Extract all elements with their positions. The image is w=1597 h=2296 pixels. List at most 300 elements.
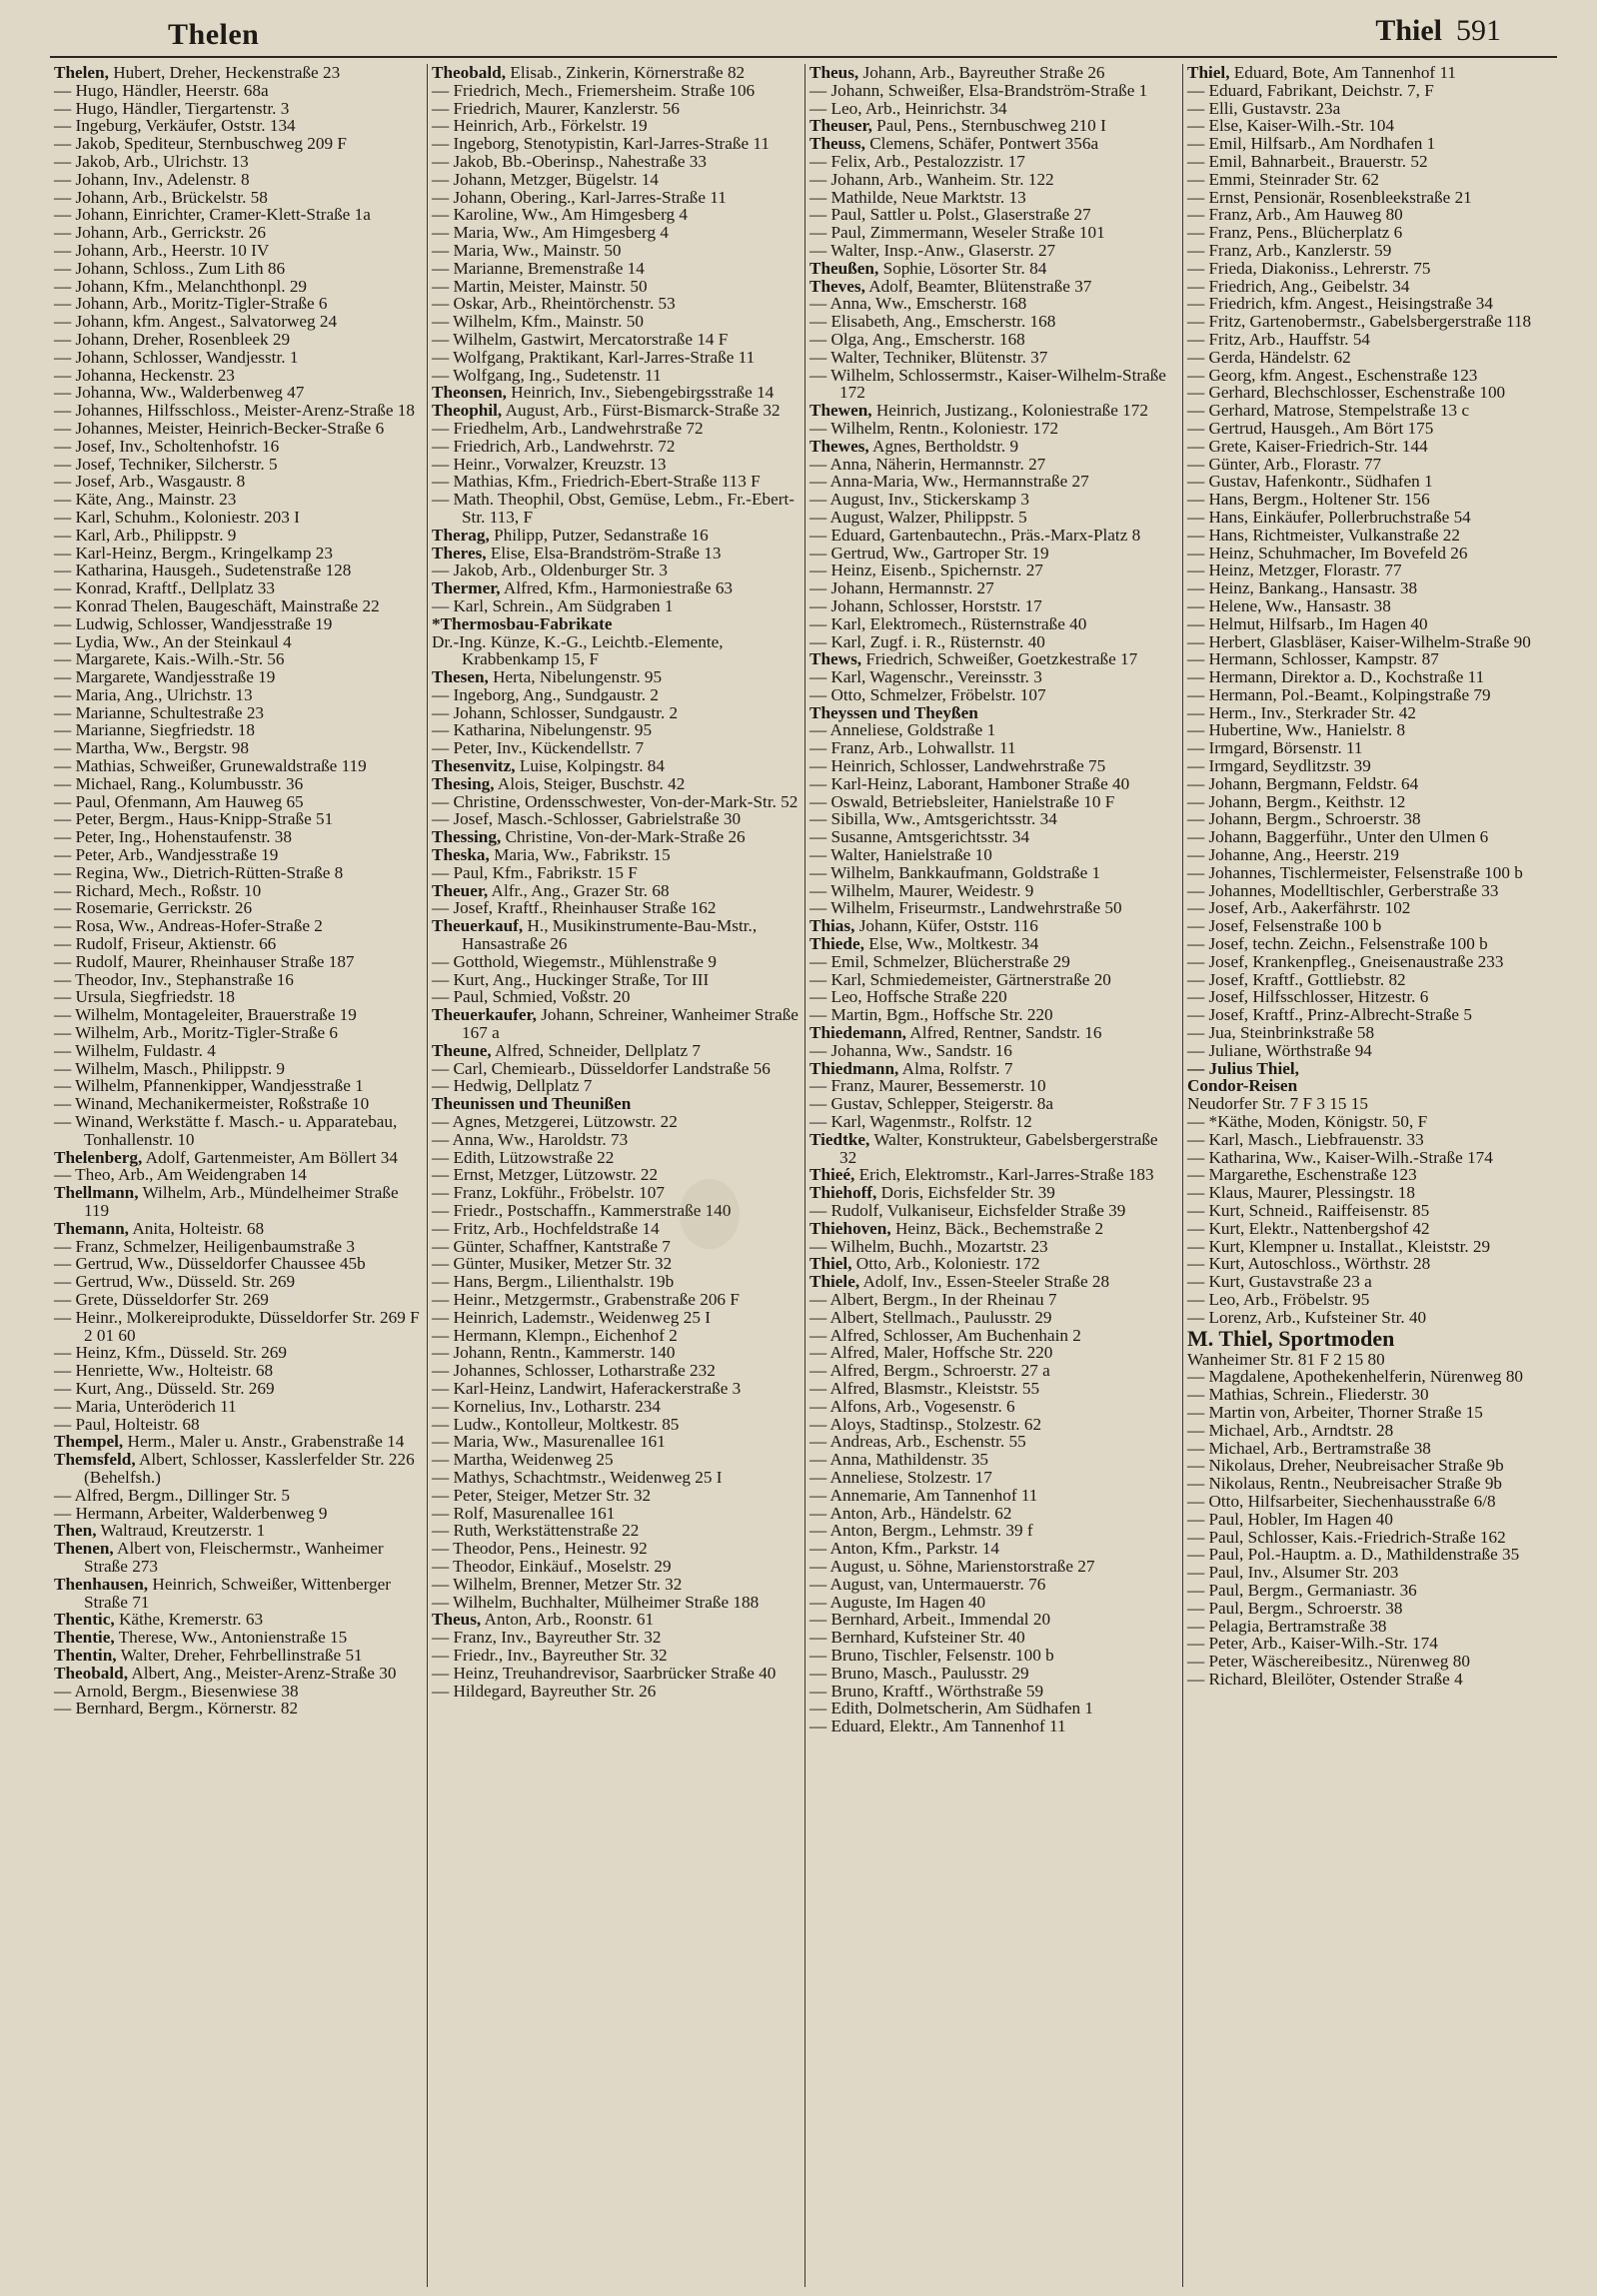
entry-details: — Anna, Ww., Emscherstr. 168 <box>809 294 1027 314</box>
entry-details: — Theodor, Pens., Heinestr. 92 <box>432 1539 648 1559</box>
entry-details: Johann, Arb., Bayreuther Straße 26 <box>858 64 1105 82</box>
directory-entry <box>809 1522 1176 1540</box>
directory-entry <box>54 615 421 633</box>
entry-details: — Günter, Schaffner, Kantstraße 7 <box>432 1236 671 1256</box>
entry-details: — Josef, Masch.-Schlosser, Gabrielstraße 30 <box>432 809 742 829</box>
directory-entry <box>1187 775 1555 793</box>
entry-details: — Wilhelm, Pfannenkipper, Wandjesstraße 1 <box>54 1076 364 1096</box>
entry-details: — Wilhelm, Buchh., Mozartstr. 23 <box>809 1236 1048 1256</box>
directory-entry <box>54 1487 421 1505</box>
directory-entry <box>809 988 1176 1006</box>
directory-entry <box>432 739 798 757</box>
directory-entry <box>432 1060 798 1078</box>
directory-entry <box>432 402 798 420</box>
entry-details: — Walter, Techniker, Blütenstr. 37 <box>809 347 1048 367</box>
entry-surname: Theunissen und Theunißen <box>432 1094 632 1114</box>
entry-surname: Thieé, <box>809 1165 855 1185</box>
directory-entry <box>809 100 1176 118</box>
directory-entry <box>1187 739 1555 757</box>
directory-entry <box>432 1505 798 1523</box>
entry-details: — Bruno, Tischler, Felsenstr. 100 b <box>809 1645 1054 1665</box>
directory-entry <box>809 1024 1176 1042</box>
entry-details: Wanheimer Str. 81 F 2 15 80 <box>1187 1349 1385 1369</box>
entry-details: Sophie, Lösorter Str. 84 <box>878 258 1047 278</box>
directory-entry <box>432 242 798 260</box>
entry-details: — Emil, Hilfsarb., Am Nordhafen 1 <box>1187 134 1436 154</box>
entry-details: Erich, Elektromstr., Karl-Jarres-Straße 183 <box>854 1165 1154 1185</box>
directory-entry <box>809 438 1176 456</box>
directory-entry <box>1187 562 1555 579</box>
entry-surname: Theska, <box>432 845 490 865</box>
entry-details: Alma, Rolfstr. 7 <box>898 1058 1013 1078</box>
directory-entry <box>1187 456 1555 474</box>
entry-details: — Johann, kfm. Angest., Salvatorweg 24 <box>54 312 338 332</box>
directory-entry <box>54 953 421 971</box>
entry-details: — Hans, Einkäufer, Pollerbruchstraße 54 <box>1187 507 1471 527</box>
entry-details: — Johann, Schlosser, Sundgaustr. 2 <box>432 702 679 722</box>
entry-details: — Johann, Hermannstr. 27 <box>809 578 994 598</box>
directory-entry <box>54 1522 421 1540</box>
entry-details: — Marianne, Bremenstraße 14 <box>432 258 645 278</box>
entry-details: — Karl, Wagenschr., Vereinsstr. 3 <box>809 667 1042 687</box>
entry-details: — Frieda, Diakoniss., Lehrerstr. 75 <box>1187 258 1431 278</box>
entry-details: — Johann, Baggerführ., Unter den Ulmen 6 <box>1187 827 1489 847</box>
entry-details: — Paul, Kfm., Fabrikstr. 15 F <box>432 862 638 882</box>
entry-details: — Hermann, Arbeiter, Walderbenweg 9 <box>54 1503 328 1523</box>
entry-details: — Oswald, Betriebsleiter, Hanielstraße 10 F <box>809 791 1115 811</box>
entry-surname: Theußen, <box>809 258 879 278</box>
directory-entry <box>809 615 1176 633</box>
entry-details: — Johanna, Heckenstr. 23 <box>54 365 235 385</box>
directory-entry <box>432 153 798 171</box>
entry-details: — Agnes, Metzgerei, Lützowstr. 22 <box>432 1112 678 1132</box>
entry-details: — Wilhelm, Montageleiter, Brauerstraße 19 <box>54 1005 357 1025</box>
entry-details: — Klaus, Maurer, Plessingstr. 18 <box>1187 1183 1415 1203</box>
directory-entry <box>809 1540 1176 1558</box>
directory-entry <box>1187 313 1555 331</box>
directory-entry <box>54 456 421 474</box>
directory-entry <box>809 491 1176 509</box>
entry-surname: Theobald, <box>432 64 507 82</box>
entry-details: — Mathys, Schachtmstr., Weidenweg 25 I <box>432 1467 723 1487</box>
entry-details: — Herbert, Glasbläser, Kaiser-Wilhelm-Straße 90 <box>1187 631 1531 651</box>
directory-entry <box>809 1487 1176 1505</box>
entry-details: — Fritz, Arb., Hauffstr. 54 <box>1187 329 1371 349</box>
directory-entry <box>54 757 421 775</box>
entry-details: — Katharina, Ww., Kaiser-Wilh.-Straße 174 <box>1187 1147 1493 1167</box>
directory-entry <box>432 597 798 615</box>
entry-details: — Heinr., Vorwalzer, Kreuzstr. 13 <box>432 454 667 474</box>
entry-surname: Thentic, <box>54 1610 115 1630</box>
directory-entry <box>1187 367 1555 385</box>
directory-columns <box>50 64 1561 2287</box>
entry-details: — Heinr., Metzgermstr., Grabenstraße 206 F <box>432 1289 740 1309</box>
entry-surname: Thiedmann, <box>809 1058 899 1078</box>
directory-entry <box>1187 153 1555 171</box>
entry-details: — Eduard, Elektr., Am Tannenhof 11 <box>809 1717 1066 1736</box>
entry-details: — Martin, Bgm., Hoffsche Str. 220 <box>809 1005 1053 1025</box>
entry-details: — Juliane, Wörthstraße 94 <box>1187 1040 1372 1060</box>
entry-details: Albert, Ang., Meister-Arenz-Straße 30 <box>128 1663 397 1683</box>
entry-details: — Karl-Heinz, Laborant, Hamboner Straße 40 <box>809 773 1130 793</box>
directory-entry <box>54 1433 421 1451</box>
entry-details: — Wolfgang, Ing., Sudetenstr. 11 <box>432 365 662 385</box>
entry-details: — Marianne, Schultestraße 23 <box>54 702 265 722</box>
entry-details: — Johann, Schlosser, Horststr. 17 <box>809 595 1042 615</box>
directory-entry <box>54 633 421 651</box>
directory-entry <box>54 260 421 278</box>
entry-details: — Hugo, Händler, Heerstr. 68a <box>54 80 269 100</box>
directory-entry <box>54 1291 421 1309</box>
directory-entry <box>54 171 421 189</box>
directory-entry <box>54 1380 421 1398</box>
directory-entry <box>432 721 798 739</box>
entry-details: — Friedrich, kfm. Angest., Heisingstraße 34 <box>1187 294 1493 314</box>
directory-entry <box>1187 846 1555 864</box>
directory-entry <box>1187 810 1555 828</box>
directory-entry <box>54 1077 421 1095</box>
entry-details: Hubert, Dreher, Heckenstraße 23 <box>108 64 341 82</box>
directory-entry <box>809 810 1176 828</box>
directory-entry <box>54 1113 421 1149</box>
directory-entry <box>1187 633 1555 651</box>
directory-entry <box>809 1220 1176 1238</box>
directory-entry <box>809 917 1176 935</box>
directory-entry <box>809 1077 1176 1095</box>
entry-surname: Thelen, <box>54 64 109 82</box>
directory-entry <box>54 597 421 615</box>
entry-details: — Friedrich, Mech., Friemersheim. Straße 106 <box>432 80 756 100</box>
entry-details: — Johann, Arb., Wanheim. Str. 122 <box>809 169 1054 189</box>
header-rule <box>50 56 1557 58</box>
entry-details: — Kurt, Elektr., Nattenbergshof 42 <box>1187 1218 1430 1238</box>
entry-surname: Thiel, <box>1187 64 1230 82</box>
entry-details: — Auguste, Im Hagen 40 <box>809 1592 986 1612</box>
entry-surname: Themsfeld, <box>54 1450 136 1470</box>
entry-details: — Irmgard, Börsenstr. 11 <box>1187 738 1363 758</box>
entry-details: — Kurt, Ang., Huckinger Straße, Tor III <box>432 969 710 989</box>
entry-surname: Tiedtke, <box>809 1129 870 1149</box>
directory-entry <box>54 1416 421 1434</box>
directory-entry <box>432 757 798 775</box>
entry-details: — Rolf, Masurenallee 161 <box>432 1503 616 1523</box>
entry-surname: Thentin, <box>54 1645 117 1665</box>
directory-entry <box>1187 757 1555 775</box>
entry-details: — Jua, Steinbrinkstraße 58 <box>1187 1023 1375 1043</box>
directory-entry <box>432 1522 798 1540</box>
directory-entry <box>54 100 421 118</box>
entry-surname: Thempel, <box>54 1432 124 1452</box>
entry-details: — Maria, Ww., Am Himgesberg 4 <box>432 223 669 243</box>
directory-entry <box>432 775 798 793</box>
entry-details: Maria, Ww., Fabrikstr. 15 <box>489 845 671 865</box>
directory-entry <box>809 242 1176 260</box>
entry-details: — Johann, Einrichter, Cramer-Klett-Straße 1a <box>54 205 371 225</box>
directory-entry <box>809 1131 1176 1167</box>
directory-entry <box>432 420 798 438</box>
directory-entry <box>809 189 1176 207</box>
directory-entry <box>54 242 421 260</box>
entry-surname: Theuerkaufer, <box>432 1005 537 1025</box>
entry-details: — Martin von, Arbeiter, Thorner Straße 15 <box>1187 1402 1483 1422</box>
column-1 <box>50 64 428 2287</box>
entry-details: — Wilhelm, Maurer, Weidestr. 9 <box>809 880 1034 900</box>
entry-details: — Carl, Chemiearb., Düsseldorfer Landstraße 56 <box>432 1058 771 1078</box>
directory-entry <box>54 721 421 739</box>
directory-entry <box>1187 117 1555 135</box>
entry-details: — Henriette, Ww., Holteistr. 68 <box>54 1361 274 1381</box>
entry-details: — Arnold, Bergm., Biesenwiese 38 <box>54 1681 299 1701</box>
directory-entry <box>54 1006 421 1024</box>
entry-details: — Paul, Bergm., Schroerstr. 38 <box>1187 1598 1403 1618</box>
entry-details: — Heinrich, Schlosser, Landwehrstraße 75 <box>809 756 1106 776</box>
entry-details: Otto, Arb., Koloniestr. 172 <box>851 1254 1040 1274</box>
directory-entry <box>432 793 798 811</box>
entry-details: Waltraud, Kreutzerstr. 1 <box>96 1521 266 1541</box>
column-3 <box>805 64 1183 2287</box>
directory-entry <box>1187 491 1555 509</box>
entry-details: — Hedwig, Dellplatz 7 <box>432 1076 593 1096</box>
directory-entry <box>432 545 798 563</box>
entry-details: — Margarete, Wandjesstraße 19 <box>54 667 276 687</box>
entry-details: — Leo, Arb., Fröbelstr. 95 <box>1187 1289 1370 1309</box>
entry-details: — Ludw., Kontolleur, Moltkestr. 85 <box>432 1414 680 1434</box>
entry-details: Christine, Von-der-Mark-Straße 26 <box>501 827 746 847</box>
entry-details: — Martin, Meister, Mainstr. 50 <box>432 276 648 296</box>
directory-entry <box>54 846 421 864</box>
entry-details: — Gertrud, Ww., Düsseld. Str. 269 <box>54 1272 296 1292</box>
entry-details: — Paul, Inv., Alsumer Str. 203 <box>1187 1563 1399 1583</box>
directory-entry <box>809 1433 1176 1451</box>
entry-details: — Wilhelm, Kfm., Mainstr. 50 <box>432 312 644 332</box>
directory-entry <box>1187 668 1555 686</box>
entry-details: Albert von, Fleischermstr., Wanheimer Straße 273 <box>84 1539 384 1576</box>
directory-entry <box>1187 206 1555 224</box>
directory-entry <box>54 579 421 597</box>
entry-details: — Hermann, Direktor a. D., Kochstraße 11 <box>1187 667 1485 687</box>
entry-details: — Lydia, Ww., An der Steinkaul 4 <box>54 631 292 651</box>
entry-details: — Johanne, Ang., Heerstr. 219 <box>1187 845 1399 865</box>
entry-details: — Wilhelm, Bankkaufmann, Goldstraße 1 <box>809 862 1101 882</box>
entry-details: — Johann, Kfm., Melanchthonpl. 29 <box>54 276 308 296</box>
entry-details: — Franz, Lokführ., Fröbelstr. 107 <box>432 1183 665 1203</box>
directory-entry <box>54 1451 421 1487</box>
entry-details: — Jakob, Arb., Oldenburger Str. 3 <box>432 561 668 580</box>
entry-details: — Regina, Ww., Dietrich-Rütten-Straße 8 <box>54 862 344 882</box>
directory-entry <box>1187 64 1555 82</box>
entry-details: Wilhelm, Arb., Mündelheimer Straße 119 <box>84 1183 399 1220</box>
directory-entry <box>432 1594 798 1612</box>
directory-entry <box>432 295 798 313</box>
directory-entry <box>809 864 1176 882</box>
directory-entry <box>432 1131 798 1149</box>
directory-entry <box>54 882 421 900</box>
directory-entry <box>432 1273 798 1291</box>
directory-entry <box>54 527 421 545</box>
directory-entry <box>54 1683 421 1701</box>
directory-entry <box>809 633 1176 651</box>
directory-entry <box>809 1505 1176 1523</box>
entry-details: — Johann, Dreher, Rosenbleek 29 <box>54 329 291 349</box>
entry-details: — Josef, Krankenpfleg., Gneisenaustraße 233 <box>1187 951 1504 971</box>
directory-entry <box>54 438 421 456</box>
directory-entry <box>809 331 1176 349</box>
entry-details: Walter, Dreher, Fehrbellinstraße 51 <box>116 1645 363 1665</box>
directory-entry <box>809 1184 1176 1202</box>
directory-entry <box>432 117 798 135</box>
directory-entry <box>1187 509 1555 527</box>
entry-details: — Olga, Ang., Emscherstr. 168 <box>809 329 1025 349</box>
directory-entry <box>54 384 421 402</box>
entry-details: — Irmgard, Seydlitzstr. 39 <box>1187 756 1371 776</box>
entry-details: — Josef, Hilfsschlosser, Hitzestr. 6 <box>1187 987 1429 1007</box>
entry-details: — Mathias, Kfm., Friedrich-Ebert-Straße 113 F <box>432 472 761 492</box>
entry-details: — Wilhelm, Arb., Moritz-Tigler-Straße 6 <box>54 1023 338 1043</box>
entry-surname: Theus, <box>809 64 859 82</box>
directory-entry <box>1187 899 1555 917</box>
directory-entry <box>809 1309 1176 1327</box>
entry-details: — Paul, Pol.-Hauptm. a. D., Mathildenstraße 35 <box>1187 1545 1520 1565</box>
directory-entry <box>54 331 421 349</box>
entry-details: — Richard, Mech., Roßstr. 10 <box>54 880 262 900</box>
entry-details: — Johanna, Ww., Sandstr. 16 <box>809 1040 1012 1060</box>
entry-surname: Thiele, <box>809 1272 860 1292</box>
entry-details: — Johann, Schloss., Zum Lith 86 <box>54 258 286 278</box>
directory-entry <box>54 206 421 224</box>
directory-entry <box>1187 1309 1555 1327</box>
entry-details: — Leo, Arb., Heinrichstr. 34 <box>809 98 1007 118</box>
entry-surname: Thiede, <box>809 934 864 954</box>
directory-entry <box>809 775 1176 793</box>
directory-entry <box>1187 189 1555 207</box>
directory-entry <box>432 828 798 846</box>
entry-details: — Karoline, Ww., Am Himgesberg 4 <box>432 205 689 225</box>
entry-details: — Paul, Bergm., Germaniastr. 36 <box>1187 1580 1417 1600</box>
directory-entry <box>1187 1291 1555 1309</box>
directory-entry <box>54 1611 421 1629</box>
directory-entry <box>809 668 1176 686</box>
entry-details: — Elli, Gustavstr. 23a <box>1187 98 1341 118</box>
directory-entry <box>54 1665 421 1683</box>
directory-entry <box>1187 1220 1555 1238</box>
directory-entry <box>1187 1457 1555 1475</box>
directory-entry <box>432 917 798 953</box>
directory-entry <box>432 331 798 349</box>
entry-details: — Math. Theophil, Obst, Gemüse, Lebm., Fr.-Ebert-Str. 113, F <box>432 490 795 527</box>
entry-details: — Bernhard, Bergm., Körnerstr. 82 <box>54 1699 299 1719</box>
directory-entry <box>432 491 798 527</box>
directory-entry <box>54 828 421 846</box>
directory-entry <box>432 1309 798 1327</box>
directory-entry <box>809 686 1176 704</box>
entry-details: — Mathias, Schrein., Fliederstr. 30 <box>1187 1385 1429 1405</box>
entry-details: — Hermann, Pol.-Beamt., Kolpingstraße 79 <box>1187 684 1491 704</box>
directory-entry <box>54 473 421 491</box>
directory-entry <box>1187 384 1555 402</box>
entry-details: — Johannes, Meister, Heinrich-Becker-Straße 6 <box>54 418 385 438</box>
directory-entry <box>432 1113 798 1131</box>
directory-entry <box>432 1255 798 1273</box>
directory-entry <box>432 704 798 722</box>
directory-entry <box>809 1166 1176 1184</box>
entry-details: Neudorfer Str. 7 F 3 15 15 <box>1187 1094 1368 1114</box>
entry-details: — Paul, Ofenmann, Am Hauweg 65 <box>54 791 304 811</box>
directory-entry <box>432 171 798 189</box>
entry-details: — Paul, Sattler u. Polst., Glaserstraße 27 <box>809 205 1091 225</box>
entry-details: — Marianne, Siegfriedstr. 18 <box>54 720 255 740</box>
directory-entry <box>54 1024 421 1042</box>
entry-details: — Anton, Bergm., Lehmstr. 39 f <box>809 1521 1033 1541</box>
entry-details: — Gertrud, Ww., Düsseldorfer Chaussee 45b <box>54 1254 366 1274</box>
directory-entry <box>432 527 798 545</box>
directory-entry <box>1187 1202 1555 1220</box>
entry-details: — Katharina, Hausgeh., Sudetenstraße 128 <box>54 561 352 580</box>
directory-entry <box>1187 171 1555 189</box>
entry-surname: Thessing, <box>432 827 502 847</box>
entry-details: Agnes, Bertholdstr. 9 <box>868 436 1019 456</box>
entry-surname: Theonsen, <box>432 383 507 403</box>
entry-surname: Thiedemann, <box>809 1023 906 1043</box>
entry-details: — Johann, Bergmann, Feldstr. 64 <box>1187 773 1419 793</box>
entry-details: — Anna, Mathildenstr. 35 <box>809 1450 989 1470</box>
directory-entry <box>1187 721 1555 739</box>
directory-entry <box>1187 1475 1555 1493</box>
directory-entry <box>1187 1238 1555 1256</box>
directory-entry <box>432 1220 798 1238</box>
directory-entry <box>1187 704 1555 722</box>
entry-details: — Winand, Mechanikermeister, Roßstraße 10 <box>54 1094 370 1114</box>
entry-details: — Peter, Steiger, Metzer Str. 32 <box>432 1485 652 1505</box>
directory-entry <box>432 1469 798 1487</box>
entry-details: — Heinz, Treuhandrevisor, Saarbrücker Straße 40 <box>432 1663 777 1683</box>
directory-entry <box>432 1647 798 1665</box>
entry-details: — Michael, Arb., Arndtstr. 28 <box>1187 1420 1394 1440</box>
directory-entry <box>809 1700 1176 1718</box>
directory-entry <box>54 1095 421 1113</box>
directory-entry <box>1187 935 1555 953</box>
entry-details: — Heinz, Schuhmacher, Im Bovefeld 26 <box>1187 543 1468 563</box>
directory-entry <box>809 545 1176 563</box>
entry-details: — Rosemarie, Gerrickstr. 26 <box>54 898 253 918</box>
directory-entry <box>1187 1351 1555 1369</box>
directory-entry <box>432 206 798 224</box>
directory-entry <box>809 1273 1176 1291</box>
directory-entry <box>432 367 798 385</box>
entry-surname: Thermer, <box>432 578 501 598</box>
entry-details: Heinz, Bäck., Bechemstraße 2 <box>890 1218 1104 1238</box>
entry-details: — Johann, Schlosser, Wandjesstr. 1 <box>54 347 299 367</box>
directory-entry <box>54 135 421 153</box>
entry-details: — Hermann, Klempn., Eichenhof 2 <box>432 1325 678 1345</box>
directory-entry <box>809 509 1176 527</box>
entry-details: Adolf, Gartenmeister, Am Böllert 34 <box>142 1147 398 1167</box>
directory-entry <box>809 1060 1176 1078</box>
entry-details: — Gustav, Schlepper, Steigerstr. 8a <box>809 1094 1054 1114</box>
entry-details: — Bernhard, Kufsteiner Str. 40 <box>809 1628 1025 1648</box>
directory-entry <box>54 1505 421 1523</box>
entry-surname: Then, <box>54 1521 97 1541</box>
entry-details: — Theo, Arb., Am Weidengraben 14 <box>54 1165 307 1185</box>
entry-surname: *Thermosbau-Fabrikate <box>432 613 613 633</box>
entry-details: — Albert, Bergm., In der Rheinau 7 <box>809 1289 1057 1309</box>
entry-surname: Theus, <box>432 1610 482 1630</box>
directory-entry <box>432 686 798 704</box>
entry-details: Herm., Maler u. Anstr., Grabenstraße 14 <box>123 1432 405 1452</box>
directory-entry <box>1187 1422 1555 1440</box>
entry-details: — Wilhelm, Rentn., Koloniestr. 172 <box>809 418 1059 438</box>
entry-details: — Ernst, Pensionär, Rosenbleekstraße 21 <box>1187 187 1472 207</box>
entry-surname: Thesenvitz, <box>432 756 516 776</box>
